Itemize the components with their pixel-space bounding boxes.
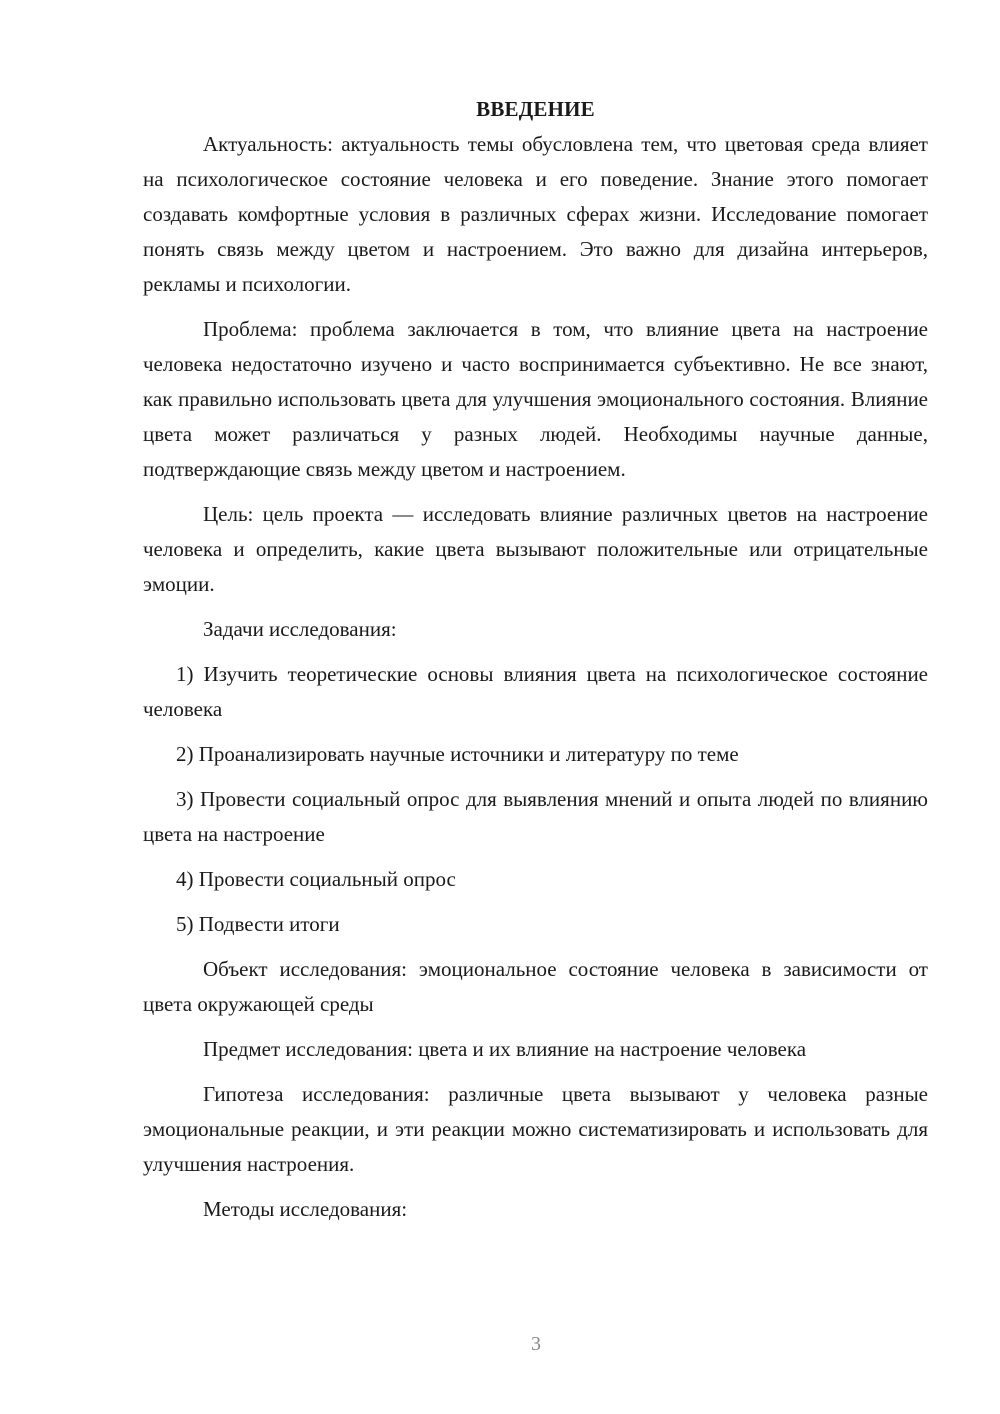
task-item-5: 5) Подвести итоги [176,912,340,936]
task-item-2: 2) Проанализировать научные источники и литературу по теме [176,742,739,766]
tasks-title: Задачи исследования: [203,617,397,641]
hypothesis-paragraph: Гипотеза исследования: различные цвета вызывают у человека разные эмоциональные реакции, и эти реакции можно систематизировать и использовать для улучшения настроения. [143,1082,928,1176]
problem-paragraph: Проблема: проблема заключается в том, что влияние цвета на настроение человека недостаточно изучено и часто воспринимается субъективно. Не все знают, как правильно использовать цвета для улучшения эмоционального состояния. Влияние цвета может различаться у разных людей. Необходимы научные данные, подтверждающие связь между цветом и настроением. [143,317,928,481]
task-item-1: 1) Изучить теоретические основы влияния цвета на психологическое состояние человека [143,662,928,721]
object-paragraph: Объект исследования: эмоциональное состояние человека в зависимости от цвета окружающей среды [143,957,928,1016]
section-heading: ВВЕДЕНИЕ [476,97,595,121]
relevance-paragraph: Актуальность: актуальность темы обусловлена тем, что цветовая среда влияет на психологическое состояние человека и его поведение. Знание этого помогает создавать комфортные условия в различных сферах жизни. Исследование помогает понять связь между цветом и настроением. Это важно для дизайна интерьеров, рекламы и психологии. [143,132,928,296]
goal-paragraph: Цель: цель проекта — исследовать влияние различных цветов на настроение человека и определить, какие цвета вызывают положительные или отрицательные эмоции. [143,502,928,596]
task-item-4: 4) Провести социальный опрос [176,867,456,891]
subject-paragraph: Предмет исследования: цвета и их влияние на настроение человека [203,1037,807,1061]
page-number: 3 [531,1333,541,1355]
document-page [143,92,928,1237]
task-item-3: 3) Провести социальный опрос для выявления мнений и опыта людей по влиянию цвета на настроение [143,787,928,846]
methods-title: Методы исследования: [203,1197,408,1221]
